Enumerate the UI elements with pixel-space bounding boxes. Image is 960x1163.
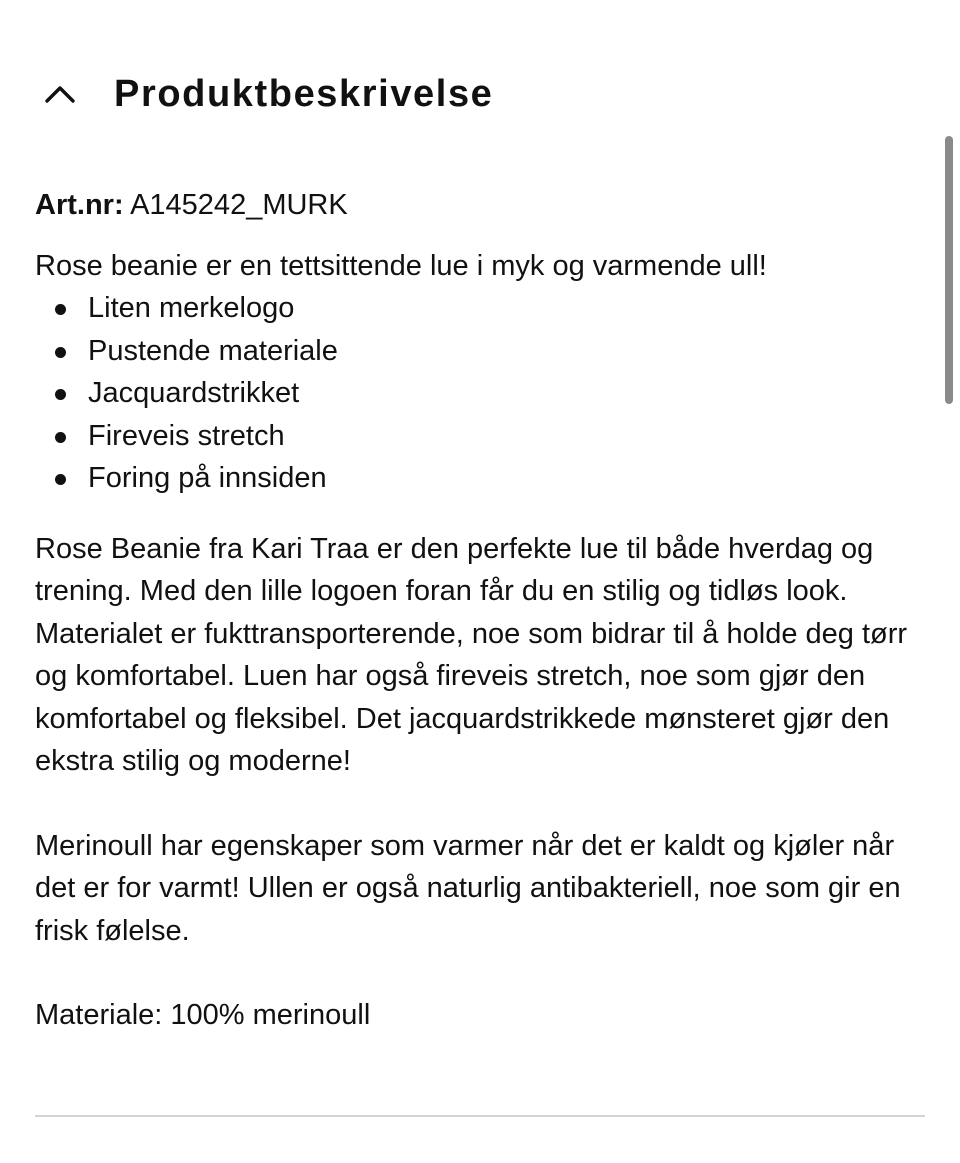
section-title: Produktbeskrivelse bbox=[114, 72, 494, 115]
description-paragraph: Rose Beanie fra Kari Traa er den perfekte lue til både hverdag og trening. Med den lille logoen foran får du en stilig og tidløs look. Materialet er fukttransporterende, noe som bidrar til å holde deg tørr og komfortabel. Luen har også fireveis stretch, noe som gjør den komfortabel og fleksibel. Det jacquardstrikkede mønsteret gjør den ekstra stilig og moderne! bbox=[35, 532, 908, 777]
article-number bbox=[35, 184, 925, 227]
feature-item: Jacquardstrikket bbox=[35, 372, 925, 415]
product-description-content bbox=[35, 184, 925, 1079]
material-info: Materiale: 100% merinoull bbox=[35, 999, 371, 1031]
divider bbox=[35, 1115, 925, 1117]
scrollbar-thumb[interactable] bbox=[945, 136, 953, 404]
article-number-value: A145242_MURK bbox=[130, 189, 348, 221]
feature-item: Liten merkelogo bbox=[35, 287, 925, 330]
article-number-label: Art.nr: bbox=[35, 189, 124, 221]
feature-item: Foring på innsiden bbox=[35, 457, 925, 500]
description-paragraph: Merinoull har egenskaper som varmer når det er kaldt og kjøler når det er for varmt! Ullen er også naturlig antibakteriell, noe som gir en frisk følelse. bbox=[35, 829, 901, 947]
feature-list bbox=[35, 287, 925, 500]
feature-item: Fireveis stretch bbox=[35, 415, 925, 458]
product-intro: Rose beanie er en tettsittende lue i myk og varmende ull! bbox=[35, 249, 767, 282]
product-description-toggle[interactable] bbox=[36, 62, 493, 126]
feature-item: Pustende materiale bbox=[35, 330, 925, 373]
chevron-up-icon[interactable] bbox=[44, 74, 94, 114]
